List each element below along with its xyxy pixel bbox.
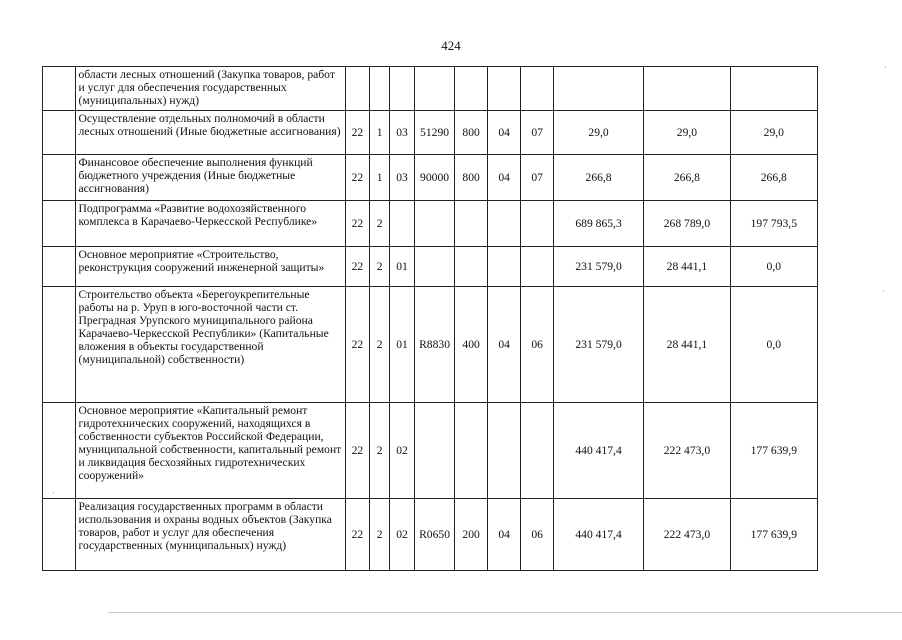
row-cell-c2: 1 [370,111,390,155]
row-cell-c1: 22 [345,111,369,155]
row-cell-c2 [370,67,390,111]
page-bottom-rule [108,612,902,613]
row-cell-v3: 0,0 [730,247,817,287]
row-cell-c3: 03 [390,155,414,201]
row-cell-v2: 222 473,0 [644,499,730,571]
row-cell-c7 [521,247,554,287]
table-row [43,499,818,571]
row-cell-v3: 29,0 [730,111,817,155]
row-name-cell: области лесных отношений (Закупка товаров, работ и услуг для обеспечения государственных (муниципальных) нужд) [75,67,345,111]
row-cell-c5 [455,67,488,111]
row-name-cell: Осуществление отдельных полномочий в области лесных отношений (Иные бюджетные ассигнования) [75,111,345,155]
row-name-cell: Реализация государственных программ в области использования и охраны водных объектов (Закупка товаров, работ и услуг для обеспечения государственных (муниципальных) нужд) [75,499,345,571]
row-cell-c3 [390,201,414,247]
row-cell-c1: 22 [345,287,369,403]
scan-mark: · [884,62,887,72]
row-cell-c3: 03 [390,111,414,155]
row-cell-c2: 2 [370,247,390,287]
row-cell-v2: 29,0 [644,111,730,155]
row-cell-v3 [730,67,817,111]
row-cell-c6: 04 [487,111,521,155]
row-blank-cell [43,403,76,499]
row-cell-c1: 22 [345,201,369,247]
row-cell-v2: 222 473,0 [644,403,730,499]
row-cell-c3: 01 [390,247,414,287]
row-cell-c2: 1 [370,155,390,201]
row-cell-v3: 0,0 [730,287,817,403]
table-row [43,155,818,201]
row-cell-c7: 06 [521,287,554,403]
row-cell-v3: 177 639,9 [730,499,817,571]
table-row [43,247,818,287]
table-row [43,67,818,111]
row-cell-v2: 266,8 [644,155,730,201]
row-cell-c4 [414,201,455,247]
row-cell-c6 [487,247,521,287]
row-blank-cell [43,111,76,155]
row-cell-c6 [487,67,521,111]
row-cell-c7: 06 [521,499,554,571]
row-cell-c7 [521,201,554,247]
row-cell-c3: 02 [390,499,414,571]
row-name-cell: Финансовое обеспечение выполнения функций бюджетного учреждения (Иные бюджетные ассигнования) [75,155,345,201]
row-cell-v1: 231 579,0 [553,287,643,403]
row-cell-c2: 2 [370,499,390,571]
row-cell-v1: 689 865,3 [553,201,643,247]
page-number: 424 [441,38,461,53]
row-blank-cell [43,155,76,201]
row-cell-c1: 22 [345,499,369,571]
row-cell-c1 [345,67,369,111]
row-name-cell: Строительство объекта «Берегоукрепительные работы на р. Уруп в юго-восточной части ст. Преградная Урупского муниципального района Карачаево-Черкесской Республики» (Капитальные вложения в объекты государственной (муниципальной) собственности) [75,287,345,403]
row-cell-c4: R0650 [414,499,455,571]
row-cell-v3: 177 639,9 [730,403,817,499]
row-cell-c7: 07 [521,155,554,201]
row-cell-v2: 28 441,1 [644,287,730,403]
row-cell-v2: 268 789,0 [644,201,730,247]
row-cell-c6: 04 [487,287,521,403]
row-blank-cell [43,287,76,403]
row-name-cell: Основное мероприятие «Капитальный ремонт гидротехнических сооружений, находящихся в собственности субъектов Российской Федерации, муниципальной собственности, капитальный ремонт и ликвидация бесхозяйных гидротехнических сооружений» [75,403,345,499]
row-cell-c5 [455,403,488,499]
table-row [43,287,818,403]
row-cell-c4 [414,67,455,111]
table-row [43,403,818,499]
row-cell-v3: 266,8 [730,155,817,201]
row-cell-c5: 400 [455,287,488,403]
row-cell-c6 [487,201,521,247]
row-cell-c5 [455,247,488,287]
row-cell-v1: 440 417,4 [553,499,643,571]
row-cell-c1: 22 [345,403,369,499]
row-cell-c5 [455,201,488,247]
row-blank-cell [43,201,76,247]
row-cell-c1: 22 [345,247,369,287]
row-name-cell: Основное мероприятие «Строительство, реконструкция сооружений инженерной защиты» [75,247,345,287]
row-cell-v2: 28 441,1 [644,247,730,287]
scan-mark: · [52,488,55,498]
row-cell-c2: 2 [370,403,390,499]
row-blank-cell [43,67,76,111]
row-blank-cell [43,499,76,571]
row-cell-c4: R8830 [414,287,455,403]
row-blank-cell [43,247,76,287]
row-cell-v3: 197 793,5 [730,201,817,247]
row-cell-v1: 266,8 [553,155,643,201]
row-cell-c5: 800 [455,111,488,155]
row-cell-c2: 2 [370,201,390,247]
row-cell-c2: 2 [370,287,390,403]
row-cell-c3: 02 [390,403,414,499]
row-cell-c4: 90000 [414,155,455,201]
row-cell-c7 [521,67,554,111]
row-cell-v1: 231 579,0 [553,247,643,287]
row-cell-v2 [644,67,730,111]
row-cell-c3: 01 [390,287,414,403]
table-row [43,201,818,247]
row-cell-c4 [414,403,455,499]
row-cell-c5: 800 [455,155,488,201]
row-cell-v1: 440 417,4 [553,403,643,499]
row-cell-c5: 200 [455,499,488,571]
row-name-cell: Подпрограмма «Развитие водохозяйственного комплекса в Карачаево-Черкесской Республике» [75,201,345,247]
budget-table [42,66,818,571]
row-cell-c4 [414,247,455,287]
table-row [43,111,818,155]
row-cell-c6 [487,403,521,499]
row-cell-c6: 04 [487,499,521,571]
row-cell-v1: 29,0 [553,111,643,155]
row-cell-c3 [390,67,414,111]
row-cell-c7 [521,403,554,499]
row-cell-c1: 22 [345,155,369,201]
scan-mark: · [882,286,885,296]
row-cell-c6: 04 [487,155,521,201]
row-cell-c7: 07 [521,111,554,155]
row-cell-c4: 51290 [414,111,455,155]
table-body [43,67,818,571]
row-cell-v1 [553,67,643,111]
